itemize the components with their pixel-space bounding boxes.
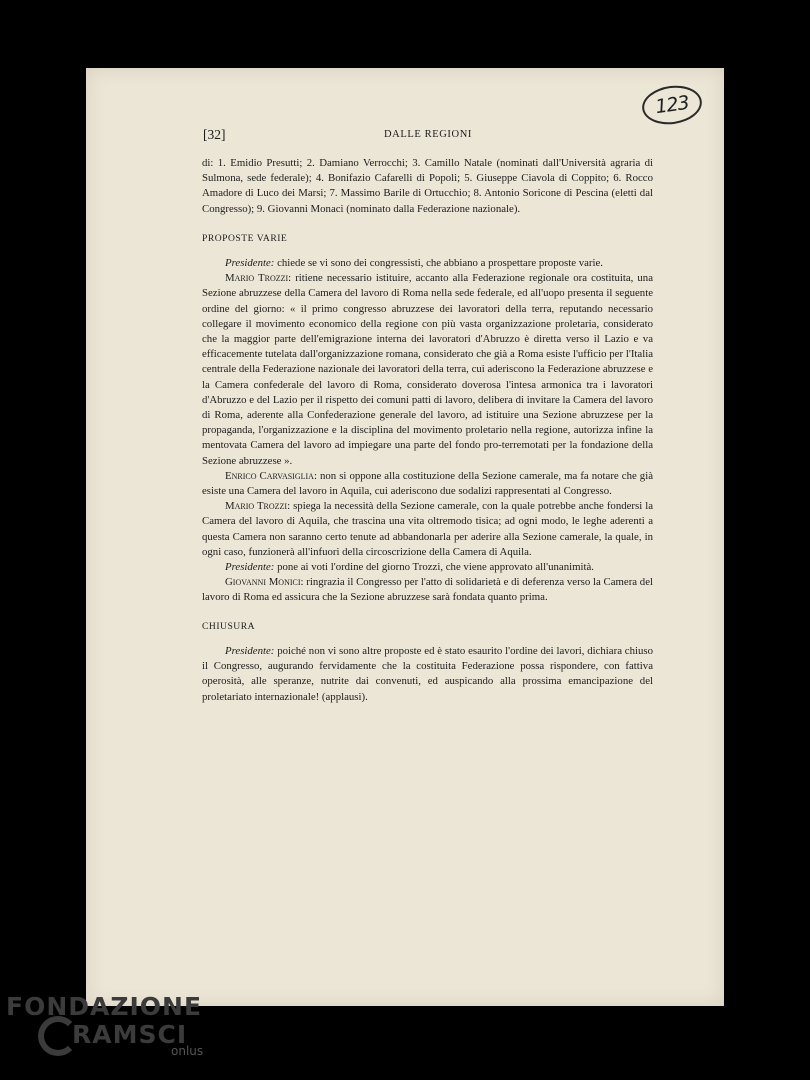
speaker: Presidente: (225, 561, 275, 574)
logo-line-3: onlus (171, 1044, 204, 1058)
section-heading: CHIUSURA (202, 620, 256, 632)
paragraph-text: chiede se vi sono dei congressisti, che abbiano a prospettare proposte varie. (274, 257, 603, 270)
page-number: [32] (203, 127, 226, 142)
speaker: Enrico Carvasiglia (225, 469, 314, 482)
paragraph (202, 575, 653, 605)
speaker: Mario Trozzi (225, 272, 289, 285)
paragraph (202, 256, 653, 271)
speaker: Mario Trozzi (225, 500, 288, 513)
paragraph (202, 499, 653, 560)
logo-line-1: FONDAZIONE (6, 992, 203, 1021)
paragraph-text: : non si oppone alla costituzione della Sezione camerale, ma fa notare che già esiste una Camera del lavoro in Aquila, cui aderiscono due sodalizi rappresentati al Congresso. (202, 469, 653, 498)
speaker: Presidente: (225, 644, 275, 657)
paragraph (202, 644, 653, 705)
speaker: Giovanni Monici (225, 576, 301, 589)
paragraph (202, 560, 653, 575)
fondazione-gramsci-logo (6, 992, 202, 1072)
paragraph (202, 271, 653, 469)
logo-line-2: RAMSCI (72, 1020, 188, 1049)
speaker: Presidente: (225, 257, 275, 270)
paragraph-text: poiché non vi sono altre proposte ed è stato esaurito l'ordine dei lavori, dichiara chiuso il Congresso, augurando fervidamente che la costituita Federazione possa rispondere, con fattiva operosità, alle speranze, nutrite dai convenuti, ed auspicando alla prossima emancipazione del proletariato internazionale! (applausi). (202, 644, 653, 703)
paragraph (202, 469, 653, 499)
section-heading: PROPOSTE VARIE (202, 232, 288, 244)
paragraph-text: : ringrazia il Congresso per l'atto di solidarietà e di deferenza verso la Camera del lavoro di Roma ed assicura che la Sezione abruzzese sarà fondata quanto prima. (202, 576, 654, 604)
intro-paragraph: di: 1. Emidio Presutti; 2. Damiano Verrocchi; 3. Camillo Natale (nominati dall'Università agraria di Sulmona, sede federale); 4. Bonifazio Cafarelli di Popoli; 5. Giuseppe Ciavola di Coppito; 6. Rocco Amadore di Luco dei Marsi; 7. Massimo Barile di Ortucchio; 8. Antonio Soricone di Pescina (eletti dal Congresso); 9. Giovanni Monaci (nominato dalla Federazione nazionale). (202, 157, 653, 215)
running-head: DALLE REGIONI (384, 129, 472, 140)
paragraph-text: pone ai voti l'ordine del giorno Trozzi, che viene approvato all'unanimità. (274, 561, 594, 574)
document-body (202, 156, 653, 705)
paragraph-text: : spiega la necessità della Sezione camerale, con la quale potrebbe anche fondersi la Camera del lavoro di Aquila, che trascina una vita oltremodo tisica; ad ogni modo, le leghe aderenti a questa Camera non saranno certo tenute ad abbandonarla per aderire alla Sezione camerale, la quale, in ogni caso, funzionerà all'infuori della circoscrizione della Camera di Aquila. (202, 500, 653, 558)
paragraph-text: : ritiene necessario istituire, accanto alla Federazione regionale ora costituita, una Sezione abruzzese della Camera del lavoro di Roma nella sede federale, ed all'uopo presenta il seguente ordine del giorno: « il primo congresso abruzzese dei lavoratori della terra, reputando necessario collegare il movimento economico della regione con più vasta organizzazione proletaria, considerato che la maggior parte dell'emigrazione interna dei lavoratori d'Abruzzo è diretta verso il Lazio e va efficacemente tutelata dall'organizzazione romana, considerato che già a Roma esiste l'ufficio per l'Italia centrale della Federazione nazionale dei lavoratori della terra, cui aderiscono la Federazione abruzzese e la Camera confederale del lavoro di Roma, considerato doverosa l'intesa armonica tra i lavoratori d'Abruzzo e del Lazio per il rispetto dei comuni patti di lavoro, delibera di invitare la Camera del lavoro di Roma, aderente alla Confederazione generale del lavoro, ad istituire una Sezione abruzzese per la propaganda, l'organizzazione e la disciplina del movimento proletario nella regione, autorizza infine la mentovata Camera del lavoro ad impiegare una parte del fondo pro-terremotati per la fondazione della Sezione abruzzese ». (202, 272, 653, 467)
stamp-number: 123 (653, 91, 690, 119)
